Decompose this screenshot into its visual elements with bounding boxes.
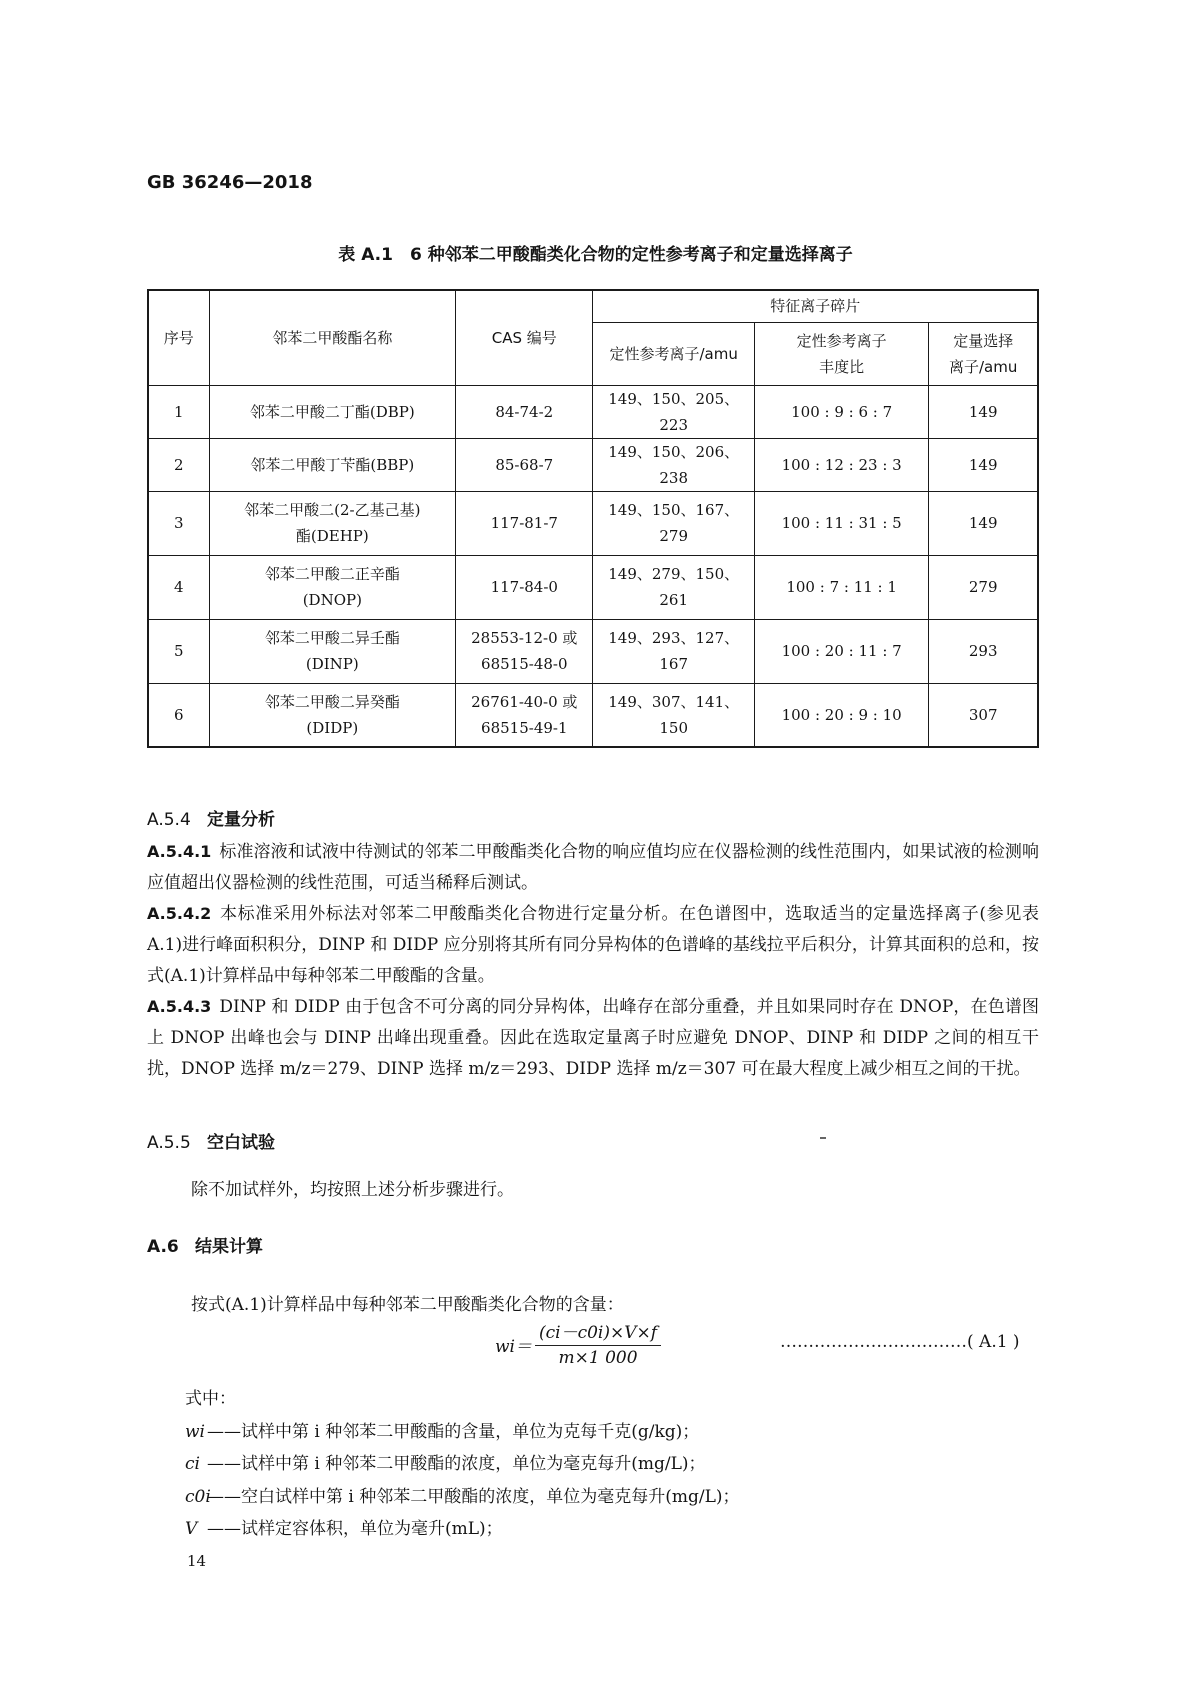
cell-name <box>209 683 455 747</box>
definition-symbol: V <box>185 1519 198 1539</box>
clause-number: A.5.4.2 <box>147 904 212 923</box>
cell-ions: 149、293、127、167 <box>593 619 754 683</box>
section-title: 空白试验 <box>207 1133 275 1153</box>
cell-cas-line1: 117-84-0 <box>490 578 558 596</box>
cell-cas-line1: 117-81-7 <box>490 514 558 532</box>
definition-text: ——试样定容体积，单位为毫升(mL)； <box>207 1519 503 1539</box>
cell-cas <box>456 683 593 747</box>
formula-intro: 按式(A.1)计算样品中每种邻苯二甲酸酯类化合物的含量： <box>191 1295 624 1315</box>
cell-ratio: 100 : 7 : 11 : 1 <box>754 555 929 619</box>
header-cas: CAS 编号 <box>456 290 593 385</box>
cell-seq: 4 <box>148 555 209 619</box>
cell-ratio: 100 : 9 : 6 : 7 <box>754 385 929 438</box>
table-header-row <box>148 290 1038 322</box>
table-row <box>148 683 1038 747</box>
cell-ratio: 100 : 11 : 31 : 5 <box>754 491 929 555</box>
equation-number: ……………………………( A.1 ) <box>780 1332 1020 1352</box>
table-row <box>148 491 1038 555</box>
cell-ions: 149、279、150、261 <box>593 555 754 619</box>
cell-ratio: 100 : 12 : 23 : 3 <box>754 438 929 491</box>
cell-name <box>209 438 455 491</box>
header-seq: 序号 <box>148 290 209 385</box>
cell-seq: 5 <box>148 619 209 683</box>
cell-name <box>209 385 455 438</box>
cell-seq: 1 <box>148 385 209 438</box>
formula-fraction <box>535 1318 661 1368</box>
cell-seq: 6 <box>148 683 209 747</box>
formula-numerator: (ci－c0i)×V×f <box>535 1318 661 1346</box>
cell-name-line2: (DINP) <box>305 655 359 673</box>
cell-name-line1: 邻苯二甲酸二丁酯(DBP) <box>249 402 415 421</box>
header-quant-line2: 离子/amu <box>949 357 1018 376</box>
definition-symbol: wi <box>185 1422 205 1442</box>
cell-name-line1: 邻苯二甲酸二异壬酯 <box>264 629 400 647</box>
cell-name <box>209 619 455 683</box>
cell-cas <box>456 438 593 491</box>
cell-ions: 149、150、205、223 <box>593 385 754 438</box>
definition-item <box>185 1514 503 1539</box>
cell-quant: 293 <box>929 619 1038 683</box>
cell-quant: 279 <box>929 555 1038 619</box>
section-heading-a554 <box>147 805 275 830</box>
header-quant <box>929 322 1038 385</box>
cell-cas <box>456 619 593 683</box>
table-row <box>148 555 1038 619</box>
table-row <box>148 438 1038 491</box>
table-row <box>148 619 1038 683</box>
header-name: 邻苯二甲酸酯名称 <box>209 290 455 385</box>
standard-id: GB 36246—2018 <box>147 172 313 193</box>
cell-cas-line1: 85-68-7 <box>495 455 554 474</box>
cell-ions: 149、150、206、238 <box>593 438 754 491</box>
section-number: A.5.5 <box>147 1133 191 1153</box>
cell-quant: 149 <box>929 491 1038 555</box>
table-caption: 表 A.1 6 种邻苯二甲酸酯类化合物的定性参考离子和定量选择离子 <box>338 245 853 265</box>
header-qual-ions: 定性参考离子/amu <box>593 322 754 385</box>
cell-name-line1: 邻苯二甲酸二(2-乙基己基) <box>244 501 421 519</box>
cell-cas <box>456 555 593 619</box>
header-fragments: 特征离子碎片 <box>593 290 1038 322</box>
table-row <box>148 385 1038 438</box>
cell-quant: 149 <box>929 385 1038 438</box>
section-title: 定量分析 <box>207 810 275 830</box>
cell-cas <box>456 491 593 555</box>
header-ratio-line2: 丰度比 <box>819 357 865 376</box>
header-quant-line1: 定量选择 <box>953 331 1014 350</box>
cell-ratio: 100 : 20 : 11 : 7 <box>754 619 929 683</box>
cell-seq: 2 <box>148 438 209 491</box>
cell-quant: 149 <box>929 438 1038 491</box>
section-number: A.6 <box>147 1237 179 1257</box>
header-ratio <box>754 322 929 385</box>
paragraph-a555: 除不加试样外，均按照上述分析步骤进行。 <box>191 1180 514 1200</box>
formula-lhs: wi＝ <box>495 1337 532 1357</box>
section-heading-a555 <box>147 1128 275 1153</box>
paragraph-a5541 <box>147 836 1039 899</box>
scan-speck <box>820 1137 826 1139</box>
definition-text: ——试样中第 i 种邻苯二甲酸酯的浓度，单位为毫克每升(mg/L)； <box>207 1454 706 1474</box>
page-number: 14 <box>187 1552 207 1570</box>
header-ratio-line1: 定性参考离子 <box>796 331 887 350</box>
definition-item <box>185 1482 740 1507</box>
cell-name-line2: (DNOP) <box>302 591 362 609</box>
section-heading-a6 <box>147 1232 263 1257</box>
cell-name-line2: (DIDP) <box>306 718 359 737</box>
cell-quant: 307 <box>929 683 1038 747</box>
definition-text: ——试样中第 i 种邻苯二甲酸酯的含量，单位为克每千克(g/kg)； <box>207 1422 700 1442</box>
clause-number: A.5.4.1 <box>147 842 212 861</box>
definition-text: ——空白试样中第 i 种邻苯二甲酸酯的浓度，单位为毫克每升(mg/L)； <box>207 1487 740 1507</box>
cell-cas-line2: 68515-48-0 <box>481 655 568 673</box>
ion-table <box>147 289 1039 748</box>
cell-cas <box>456 385 593 438</box>
where-label: 式中： <box>185 1389 236 1409</box>
cell-cas-line2: 68515-49-1 <box>481 718 568 737</box>
cell-name-line1: 邻苯二甲酸二正辛酯 <box>264 565 400 583</box>
definition-symbol: c0i <box>185 1487 211 1507</box>
cell-name-line2: 酯(DEHP) <box>295 527 369 545</box>
section-number: A.5.4 <box>147 810 191 830</box>
clause-number: A.5.4.3 <box>147 997 212 1016</box>
paragraph-text: 标准溶液和试液中待测试的邻苯二甲酸酯类化合物的响应值均应在仪器检测的线性范围内，如果试液的检测响应值超出仪器检测的线性范围，可适当稀释后测试。 <box>147 842 1039 893</box>
cell-cas-line1: 84-74-2 <box>495 402 554 421</box>
paragraph-a5543 <box>147 991 1039 1085</box>
paragraph-text: 本标准采用外标法对邻苯二甲酸酯类化合物进行定量分析。在色谱图中，选取适当的定量选择离子(参见表 A.1)进行峰面积积分，DINP 和 DIDP 应分别将其所有同分异构体的色谱峰的基线拉平后积分，计算其面积的总和，按式(A.1)计算样品中每种邻苯二甲酸酯的含量。 <box>147 904 1039 986</box>
cell-cas-line1: 28553-12-0 或 <box>471 629 578 647</box>
paragraph-a5542 <box>147 898 1039 992</box>
cell-ions: 149、150、167、279 <box>593 491 754 555</box>
formula-denominator: m×1 000 <box>558 1348 638 1368</box>
definition-item <box>185 1449 706 1474</box>
definition-symbol: ci <box>185 1454 200 1474</box>
cell-ions: 149、307、141、150 <box>593 683 754 747</box>
cell-name-line1: 邻苯二甲酸丁苄酯(BBP) <box>250 455 415 474</box>
cell-ratio: 100 : 20 : 9 : 10 <box>754 683 929 747</box>
cell-name <box>209 555 455 619</box>
cell-seq: 3 <box>148 491 209 555</box>
cell-name <box>209 491 455 555</box>
definition-item <box>185 1417 699 1442</box>
section-title: 结果计算 <box>195 1237 263 1257</box>
paragraph-text: DINP 和 DIDP 由于包含不可分离的同分异构体，出峰存在部分重叠，并且如果同时存在 DNOP，在色谱图上 DNOP 出峰也会与 DINP 出峰出现重叠。因此在选取定量离子时应避免 DNOP、DINP 和 DIDP 之间的相互干扰，DNOP 选择 m/z＝279、DINP 选择 m/z＝293、DIDP 选择 m/z＝307 可在最大程度上减少相互之间的干扰。 <box>147 997 1039 1079</box>
cell-cas-line1: 26761-40-0 或 <box>471 692 578 711</box>
cell-name-line1: 邻苯二甲酸二异癸酯 <box>264 692 400 711</box>
